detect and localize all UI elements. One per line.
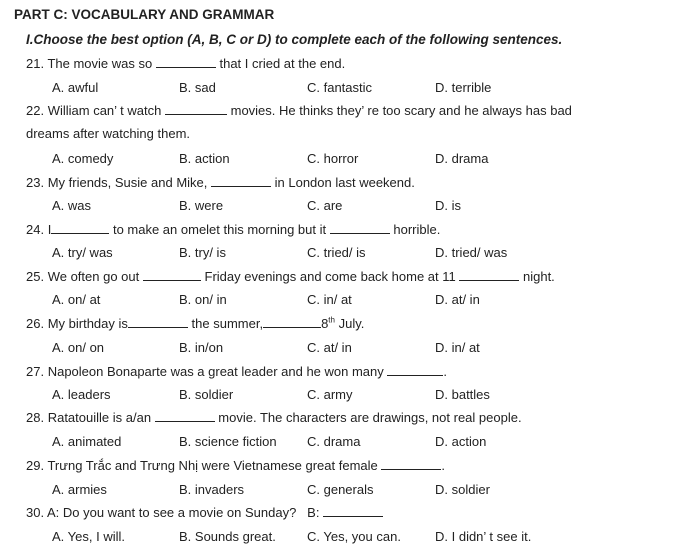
question-text: horrible. [393, 222, 441, 237]
option-d[interactable]: D. at/ in [435, 292, 480, 307]
option-c[interactable]: C. in/ at [307, 292, 352, 307]
option-a[interactable]: A. was [52, 198, 92, 213]
question-28 [26, 410, 522, 425]
question-text: Napoleon Bonaparte was a great leader and he won many [47, 364, 384, 379]
option-c[interactable]: C. generals [307, 482, 374, 497]
option-c[interactable]: C. at/ in [307, 340, 352, 355]
answer-blank[interactable] [459, 269, 519, 281]
answer-blank[interactable] [143, 269, 201, 281]
option-a[interactable]: A. try/ was [52, 245, 113, 260]
question-text: to make an omelet this morning but it [112, 222, 327, 237]
question-text: A: Do you want to see a movie on Sunday? [46, 505, 297, 520]
question-text: My friends, Susie and Mike, [47, 175, 208, 190]
part-title: PART C: VOCABULARY AND GRAMMAR [14, 7, 275, 22]
answer-blank[interactable] [381, 458, 441, 470]
option-a[interactable]: A. armies [52, 482, 107, 497]
question-number: 21. [26, 56, 45, 71]
question-text: 8 [321, 316, 329, 331]
option-d[interactable]: D. action [435, 434, 487, 449]
question-text: movie. The characters are drawings, not real people. [218, 410, 522, 425]
option-a[interactable]: A. Yes, I will. [52, 529, 125, 544]
option-c[interactable]: C. Yes, you can. [307, 529, 401, 544]
question-25 [26, 269, 555, 284]
option-b[interactable]: B. science fiction [179, 434, 277, 449]
question-text: Trưng Trắc and Trưng Nhị were Vietnamese great female [47, 458, 378, 473]
question-text: that I cried at the end. [219, 56, 346, 71]
question-29 [26, 458, 445, 473]
question-text: The movie was so [47, 56, 153, 71]
question-text: William can’ t watch [47, 103, 162, 118]
answer-blank[interactable] [387, 364, 443, 376]
answer-blank[interactable] [165, 103, 227, 115]
question-text: . [441, 458, 445, 473]
question-number: 25. [26, 269, 45, 284]
option-b[interactable]: B. sad [179, 80, 216, 95]
question-text: Friday evenings and come back home at 11 [204, 269, 456, 284]
question-number: 30. [26, 505, 45, 520]
option-c[interactable]: C. tried/ is [307, 245, 366, 260]
answer-blank[interactable] [51, 222, 109, 234]
question-text: . [443, 364, 448, 379]
option-b[interactable]: B. were [179, 198, 224, 213]
answer-blank[interactable] [128, 316, 188, 328]
option-b[interactable]: B. in/on [179, 340, 224, 355]
question-text: movies. He thinks they’ re too scary and he always has bad [230, 103, 572, 118]
question-number: 29. [26, 458, 45, 473]
option-c[interactable]: C. fantastic [307, 80, 373, 95]
option-a[interactable]: A. on/ at [52, 292, 101, 307]
question-26 [26, 316, 364, 331]
option-d[interactable]: D. I didn’ t see it. [435, 529, 532, 544]
option-b[interactable]: B. invaders [179, 482, 245, 497]
option-b[interactable]: B. action [179, 151, 230, 166]
option-d[interactable]: D. soldier [435, 482, 490, 497]
option-b[interactable]: B. soldier [179, 387, 234, 402]
question-number: 23. [26, 175, 45, 190]
question-text: My birthday is [47, 316, 128, 331]
question-24 [26, 222, 440, 237]
option-b[interactable]: B. Sounds great. [179, 529, 276, 544]
question-number: 27. [26, 364, 45, 379]
question-text: July. [338, 316, 365, 331]
question-number: 24. [26, 222, 45, 237]
question-number: 28. [26, 410, 45, 425]
question-text: Ratatouille is a/an [47, 410, 152, 425]
answer-blank[interactable] [323, 505, 383, 517]
question-30 [26, 505, 383, 520]
option-d[interactable]: D. is [435, 198, 461, 213]
option-b[interactable]: B. try/ is [179, 245, 226, 260]
question-27 [26, 364, 447, 379]
question-22 [26, 103, 572, 118]
option-a[interactable]: A. animated [52, 434, 122, 449]
answer-blank[interactable] [155, 410, 215, 422]
instruction: I.Choose the best option (A, B, C or D) to complete each of the following sentences. [26, 32, 563, 47]
option-a[interactable]: A. awful [52, 80, 99, 95]
option-c[interactable]: C. are [307, 198, 343, 213]
question-text: night. [522, 269, 555, 284]
superscript: th [328, 315, 335, 325]
option-d[interactable]: D. battles [435, 387, 490, 402]
option-b[interactable]: B. on/ in [179, 292, 227, 307]
option-d[interactable]: D. tried/ was [435, 245, 508, 260]
answer-blank[interactable] [330, 222, 390, 234]
option-d[interactable]: D. in/ at [435, 340, 480, 355]
question-23 [26, 175, 415, 190]
question-text: I [47, 222, 52, 237]
question-22-continuation: dreams after watching them. [26, 126, 191, 141]
option-d[interactable]: D. drama [435, 151, 489, 166]
question-text: in London last weekend. [274, 175, 415, 190]
question-number: 26. [26, 316, 45, 331]
option-a[interactable]: A. leaders [52, 387, 111, 402]
option-d[interactable]: D. terrible [435, 80, 492, 95]
question-text: We often go out [47, 269, 140, 284]
question-number: 22. [26, 103, 45, 118]
question-21 [26, 56, 345, 71]
option-c[interactable]: C. drama [307, 434, 361, 449]
option-c[interactable]: C. army [307, 387, 353, 402]
option-a[interactable]: A. comedy [52, 151, 114, 166]
option-c[interactable]: C. horror [307, 151, 359, 166]
option-a[interactable]: A. on/ on [52, 340, 105, 355]
answer-blank[interactable] [211, 175, 271, 187]
question-text: B: [307, 505, 320, 520]
question-text: the summer, [191, 316, 264, 331]
answer-blank[interactable] [263, 316, 321, 328]
answer-blank[interactable] [156, 56, 216, 68]
